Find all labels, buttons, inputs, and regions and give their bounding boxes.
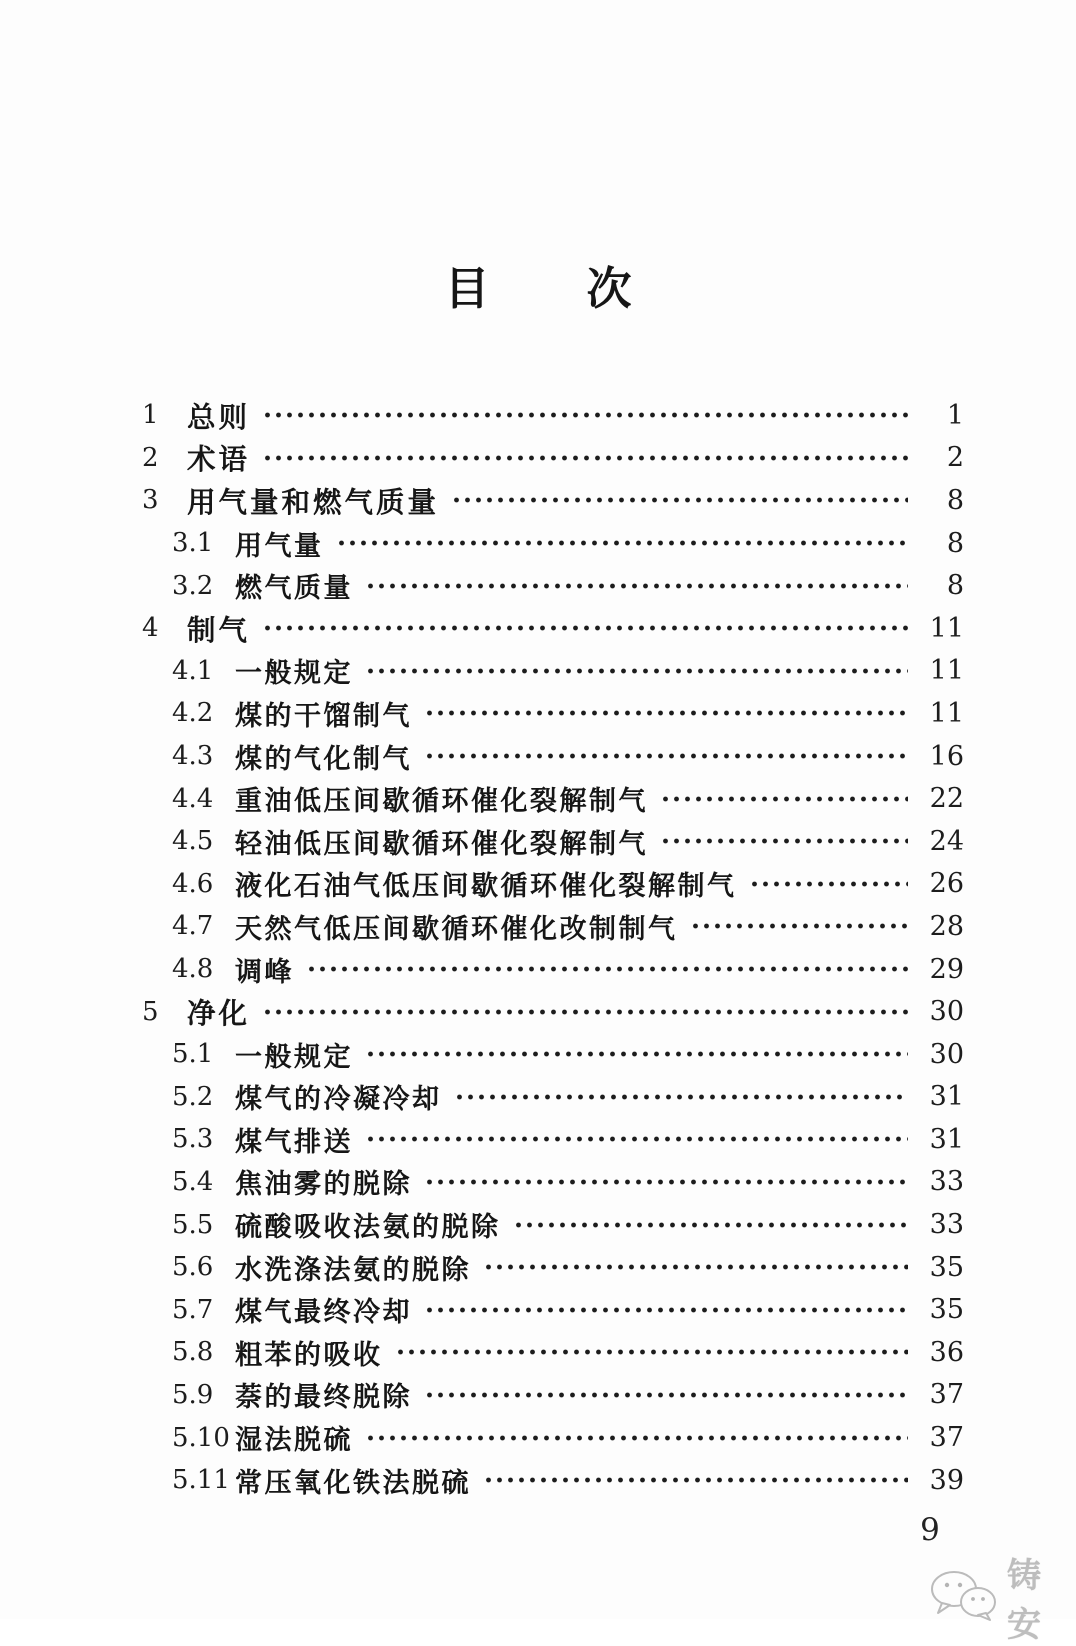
toc-entry	[142, 394, 964, 437]
footer-page-number: 9	[920, 1512, 940, 1548]
dot-leader	[365, 657, 908, 685]
toc-entry-number: 1	[142, 400, 159, 431]
toc-entry-page: 22	[929, 783, 964, 815]
toc-entry-page: 36	[929, 1336, 964, 1368]
toc-entry	[142, 479, 964, 522]
toc-entry-number: 5.1	[172, 1039, 214, 1070]
toc-entry-page: 2	[946, 442, 964, 474]
toc-entry	[142, 1161, 964, 1204]
toc-entry	[142, 1076, 964, 1119]
toc-entry	[142, 522, 964, 565]
toc-entry-number: 4.2	[172, 698, 214, 729]
dot-leader	[365, 572, 908, 600]
toc-entry	[142, 650, 964, 693]
dot-leader	[262, 401, 908, 429]
dot-leader	[690, 912, 909, 940]
toc-entry-number: 3	[142, 485, 159, 516]
toc-entry-page: 35	[929, 1294, 964, 1326]
toc-entry-number: 5.5	[172, 1209, 214, 1240]
toc-entry	[142, 1416, 964, 1459]
toc-entry	[142, 1331, 964, 1374]
toc-entry-number: 5.4	[172, 1166, 214, 1197]
toc-entry	[142, 863, 964, 906]
toc-entry-page: 8	[946, 570, 964, 602]
toc-entry-label: 一般规定	[235, 1041, 353, 1072]
toc-entry-page: 29	[929, 953, 964, 985]
toc-entry-label: 调峰	[235, 956, 294, 987]
toc-entry-number: 4.1	[172, 655, 214, 686]
dot-leader	[749, 870, 909, 898]
dot-leader	[336, 529, 909, 557]
toc-entry-number: 4.6	[172, 868, 214, 899]
toc-entry-label: 焦油雾的脱除	[235, 1169, 412, 1200]
page-title: 目 次	[444, 262, 658, 315]
toc-entry	[142, 948, 964, 991]
toc-entry-label: 天然气低压间歇循环催化改制制气	[235, 913, 678, 944]
toc-entry-number: 5.7	[172, 1294, 214, 1325]
toc-entry	[142, 1203, 964, 1246]
toc-entry-label: 总则	[187, 401, 251, 434]
toc-entry-label: 水洗涤法氨的脱除	[235, 1254, 471, 1285]
toc-entry-number: 3.1	[172, 528, 214, 559]
toc-entry-number: 4.8	[172, 954, 214, 985]
toc-entry-label: 煤气最终冷却	[235, 1297, 412, 1328]
toc-entry-number: 5.2	[172, 1081, 214, 1112]
dot-leader	[306, 955, 908, 983]
toc-entry	[142, 1033, 964, 1076]
toc-entry-number: 5.3	[172, 1124, 214, 1155]
dot-leader	[424, 699, 908, 727]
toc-entry-page: 33	[929, 1209, 964, 1241]
toc-entry	[142, 607, 964, 650]
watermark	[928, 1548, 1076, 1646]
toc-entry-label: 一般规定	[235, 658, 353, 689]
toc-entry-label: 煤的干馏制气	[235, 700, 412, 731]
toc-entry-page: 11	[929, 612, 964, 644]
toc-entry-label: 粗苯的吸收	[235, 1339, 383, 1370]
toc-entry-label: 湿法脱硫	[235, 1425, 353, 1456]
toc-entry-label: 煤气的冷凝冷却	[235, 1084, 442, 1115]
dot-leader	[365, 1424, 908, 1452]
toc-entry-number: 4.3	[172, 741, 214, 772]
toc-entry-label: 液化石油气低压间歇循环催化裂解制气	[235, 871, 737, 902]
dot-leader	[451, 486, 908, 514]
toc-entry-number: 4.4	[172, 783, 214, 814]
toc-entry-number: 5.8	[172, 1337, 214, 1368]
toc-entry	[142, 1374, 964, 1417]
toc-entry-label: 制气	[187, 614, 251, 647]
toc-entry-page: 8	[946, 484, 964, 516]
toc-entry-number: 4.7	[172, 911, 214, 942]
dot-leader	[365, 1040, 908, 1068]
toc-entry-page: 11	[929, 697, 964, 729]
toc-entry	[142, 564, 964, 607]
toc-entry-number: 5.10	[172, 1422, 230, 1453]
toc-entry-label: 煤气排送	[235, 1126, 353, 1157]
toc-entry-label: 萘的最终脱除	[235, 1382, 412, 1413]
dot-leader	[660, 785, 908, 813]
dot-leader	[365, 1125, 908, 1153]
toc-entry-page: 11	[929, 655, 964, 687]
toc-entry-number: 5.9	[172, 1379, 214, 1410]
toc-entry-page: 37	[929, 1379, 964, 1411]
toc-entry-label: 常压氧化铁法脱硫	[235, 1467, 471, 1498]
toc-entry-page: 16	[929, 740, 964, 772]
toc-entry	[142, 820, 964, 863]
toc-entry-page: 30	[929, 996, 964, 1028]
toc-entry-label: 硫酸吸收法氨的脱除	[235, 1212, 501, 1243]
toc-entry	[142, 437, 964, 480]
toc-entry	[142, 1118, 964, 1161]
dot-leader	[395, 1338, 909, 1366]
toc-entry-label: 用气量和燃气质量	[187, 486, 440, 519]
toc-entry-page: 33	[929, 1166, 964, 1198]
toc-entry	[142, 990, 964, 1033]
toc-entry-page: 35	[929, 1251, 964, 1283]
toc-entry-page: 39	[929, 1464, 964, 1496]
toc-entry-page: 28	[929, 910, 964, 942]
toc-entry-number: 5.11	[172, 1465, 230, 1496]
toc-entry	[142, 1288, 964, 1331]
toc-entry-page: 30	[929, 1038, 964, 1070]
dot-leader	[424, 742, 908, 770]
toc-entry	[142, 777, 964, 820]
toc-entry-label: 煤的气化制气	[235, 743, 412, 774]
toc-entry-page: 8	[946, 527, 964, 559]
toc-entry-number: 4	[142, 613, 159, 644]
toc-entry-page: 26	[929, 868, 964, 900]
watermark-label: 铸安	[1007, 1557, 1045, 1644]
toc-entry	[142, 735, 964, 778]
dot-leader	[424, 1381, 908, 1409]
toc-entry-page: 24	[929, 825, 964, 857]
toc-entry-number: 5.6	[172, 1252, 214, 1283]
toc-entry-label: 燃气质量	[235, 573, 353, 604]
dot-leader	[483, 1466, 908, 1494]
dot-leader	[262, 614, 908, 642]
toc-entry-label: 用气量	[235, 530, 324, 561]
dot-leader	[424, 1296, 908, 1324]
dot-leader	[454, 1083, 909, 1111]
toc-entry	[142, 1459, 964, 1502]
toc-entry-page: 37	[929, 1422, 964, 1454]
toc-entry-label: 重油低压间歇循环催化裂解制气	[235, 786, 648, 817]
toc-entry	[142, 905, 964, 948]
toc-entry	[142, 1246, 964, 1289]
dot-leader	[262, 444, 908, 472]
toc-entry-label: 净化	[187, 998, 251, 1031]
toc-entry-label: 术语	[187, 444, 251, 477]
toc-entry-number: 3.2	[172, 570, 214, 601]
wechat-icon	[928, 1569, 1000, 1626]
toc-entry-label: 轻油低压间歇循环催化裂解制气	[235, 828, 648, 859]
dot-leader	[424, 1168, 908, 1196]
toc-entry-number: 4.5	[172, 826, 214, 857]
toc-list	[142, 394, 964, 1501]
toc-entry-page: 31	[929, 1123, 964, 1155]
toc-entry-page: 31	[929, 1081, 964, 1113]
dot-leader	[483, 1253, 908, 1281]
dot-leader	[513, 1211, 909, 1239]
toc-entry	[142, 692, 964, 735]
toc-entry-number: 2	[142, 442, 159, 473]
dot-leader	[660, 827, 908, 855]
toc-entry-number: 5	[142, 996, 159, 1027]
dot-leader	[262, 998, 908, 1026]
toc-entry-page: 1	[946, 399, 964, 431]
